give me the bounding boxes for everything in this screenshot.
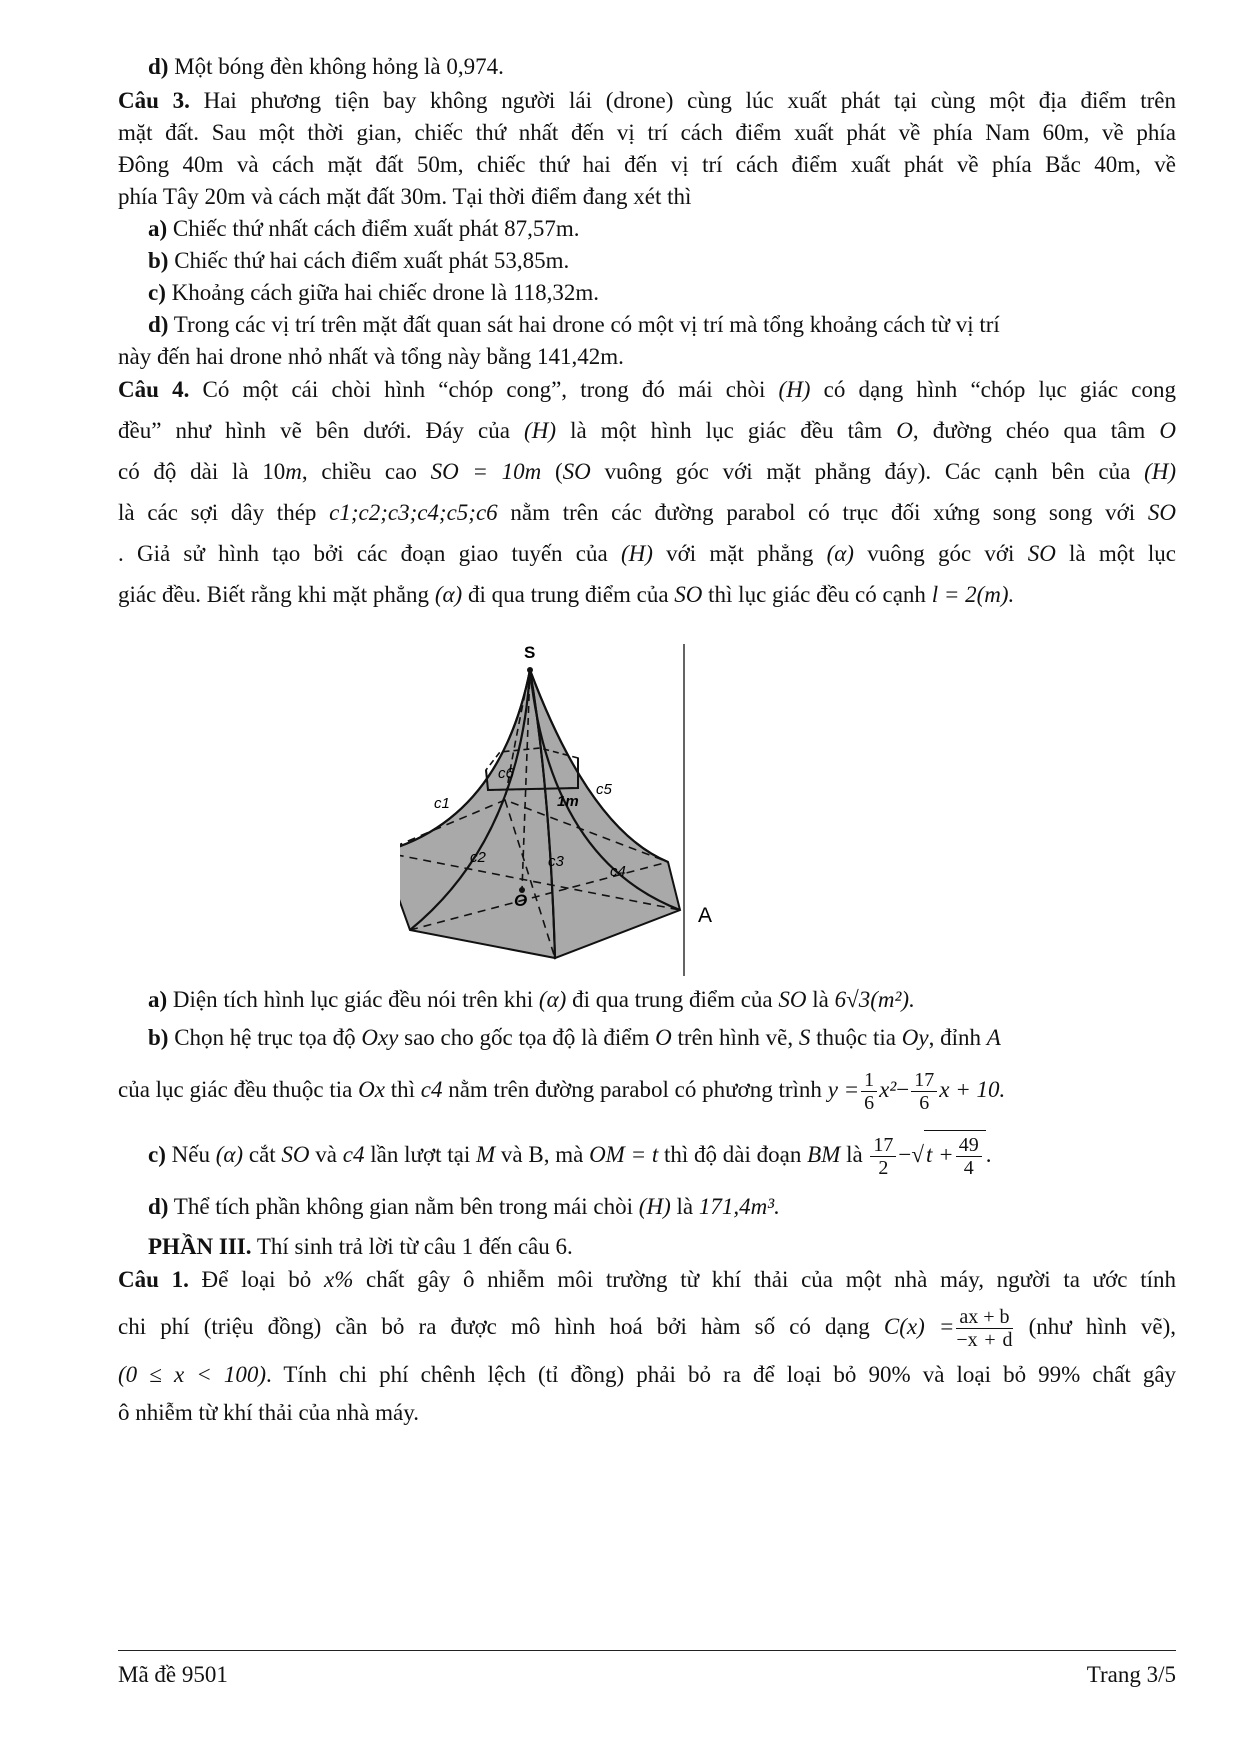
exam-code: Mã đề 9501 <box>118 1662 228 1687</box>
label-c6: c6 <box>498 765 514 782</box>
q4-option-b: b) Chọn hệ trục tọa độ Oxy sao cho gốc tọa độ là điểm O trên hình vẽ, S thuộc tia Oy, đỉnh A <box>148 1025 1001 1050</box>
q3-option-a: a) Chiếc thứ nhất cách điểm xuất phát 87,57m. <box>148 216 580 241</box>
footer-divider <box>118 1650 1176 1651</box>
q4-line-3: có độ dài là 10m, chiều cao SO = 10m (SO vuông góc với mặt phẳng đáy). Các cạnh bên của (H) <box>118 459 1176 484</box>
label-c5: c5 <box>596 781 612 798</box>
q4-option-b-cont: của lục giác đều thuộc tia Ox thì c4 nằm trên đường parabol có phương trình y = $\frac{1}{6}$ x²− $\frac{17}{6}$ x + 10. <box>118 1069 1006 1115</box>
q4-option-a: a) Diện tích hình lục giác đều nói trên khi (α) đi qua trung điểm của SO là 6√3(m²). <box>148 987 915 1012</box>
q3-line-4: phía Tây 20m và cách mặt đất 30m. Tại thời điểm đang xét thì <box>118 184 692 209</box>
label-c1: c1 <box>434 795 450 812</box>
q3-line-2: mặt đất. Sau một thời gian, chiếc thứ nhất đến vị trí cách điểm xuất phát về phía Nam 60m, về phía <box>118 120 1176 145</box>
p3-q1-line-4: ô nhiễm từ khí thải của nhà máy. <box>118 1400 419 1425</box>
q3-line-1: Câu 3. Hai phương tiện bay không người lái (drone) cùng lúc xuất phát tại cùng một địa điểm trên <box>118 88 1177 113</box>
label-s: S <box>524 643 536 662</box>
label-o: O <box>514 891 528 910</box>
part-3-heading: PHẦN III. Thí sinh trả lời từ câu 1 đến câu 6. <box>148 1234 573 1259</box>
q4-line-5: . Giả sử hình tạo bởi các đoạn giao tuyến của (H) với mặt phẳng (α) vuông góc với SO là một lục <box>118 541 1176 566</box>
fraction-49-4: $\frac{49}{4}$ <box>956 1134 982 1179</box>
q3-option-d: d) Trong các vị trí trên mặt đất quan sát hai drone có một vị trí mà tổng khoảng cách từ vị trí <box>148 312 1000 337</box>
p3-q1-line-3: (0 ≤ x < 100). Tính chi phí chênh lệch (tỉ đồng) phải bỏ ra để loại bỏ 90% và loại bỏ 99% chất gây <box>118 1362 1177 1387</box>
q4-line-4: là các sợi dây thép c1;c2;c3;c4;c5;c6 nằm trên các đường parabol có trục đối xứng song song với SO <box>118 500 1176 525</box>
q4-option-d: d) Thể tích phần không gian nằm bên trong mái chòi (H) là 171,4m³. <box>148 1194 780 1219</box>
label-a: A <box>698 904 713 927</box>
label-c4: c4 <box>610 863 626 880</box>
q3-option-c: c) Khoảng cách giữa hai chiếc drone là 118,32m. <box>148 280 600 305</box>
label-c3: c3 <box>548 853 564 870</box>
q2-option-d: d) Một bóng đèn không hỏng là 0,974. <box>148 54 504 79</box>
sqrt-radicand: t + $\frac{49}{4}$ <box>924 1130 986 1179</box>
fraction-17-6: $\frac{17}{6}$ <box>911 1069 937 1114</box>
fraction-17-2: $\frac{17}{2}$ <box>870 1134 896 1179</box>
q3-option-d-cont: này đến hai drone nhỏ nhất và tổng này bằng 141,42m. <box>118 344 624 369</box>
pyramid-face-left <box>400 670 555 958</box>
p3-q1-line-1: Câu 1. Để loại bỏ x% chất gây ô nhiễm môi trường từ khí thải của một nhà máy, người ta ước tính <box>118 1267 1176 1292</box>
q3-option-b: b) Chiếc thứ hai cách điểm xuất phát 53,85m. <box>148 248 570 273</box>
vertex-s <box>527 667 533 673</box>
curved-pyramid-figure <box>400 640 800 990</box>
sqrt-symbol: √ <box>911 1142 925 1167</box>
p3-q1-line-2: chi phí (triệu đồng) cần bỏ ra được mô hình hoá bởi hàm số có dạng C(x) = $\frac{ax + b}{-x + d}$ (như hình vẽ), <box>118 1306 1176 1352</box>
label-c2: c2 <box>470 849 486 866</box>
q4-line-2: đều” như hình vẽ bên dưới. Đáy của (H) là một hình lục giác đều tâm O, đường chéo qua tâm O <box>118 418 1176 443</box>
fraction-1-6: $\frac{1}{6}$ <box>861 1069 877 1114</box>
q4-line-6: giác đều. Biết rằng khi mặt phẳng (α) đi qua trung điểm của SO thì lục giác đều có cạnh l = 2(m). <box>118 582 1015 607</box>
q3-line-3: Đông 40m và cách mặt đất 50m, chiếc thứ hai đến vị trí cách điểm xuất phát về phía Bắc 40m, về <box>118 152 1176 177</box>
q4-option-c: c) Nếu (α) cắt SO và c4 lần lượt tại M và B, mà OM = t thì độ dài đoạn BM là $\frac{17}{2}$ −√t + $\frac{49}{4}$ . <box>148 1130 991 1179</box>
page-number: Trang 3/5 <box>1086 1662 1176 1687</box>
fraction-cost-function: $\frac{ax + b}{-x + d}$ <box>956 1306 1013 1352</box>
label-1m: 1m <box>557 793 579 810</box>
q4-line-1: Câu 4. Có một cái chòi hình “chóp cong”, trong đó mái chòi (H) có dạng hình “chóp lục giác cong <box>118 377 1177 402</box>
